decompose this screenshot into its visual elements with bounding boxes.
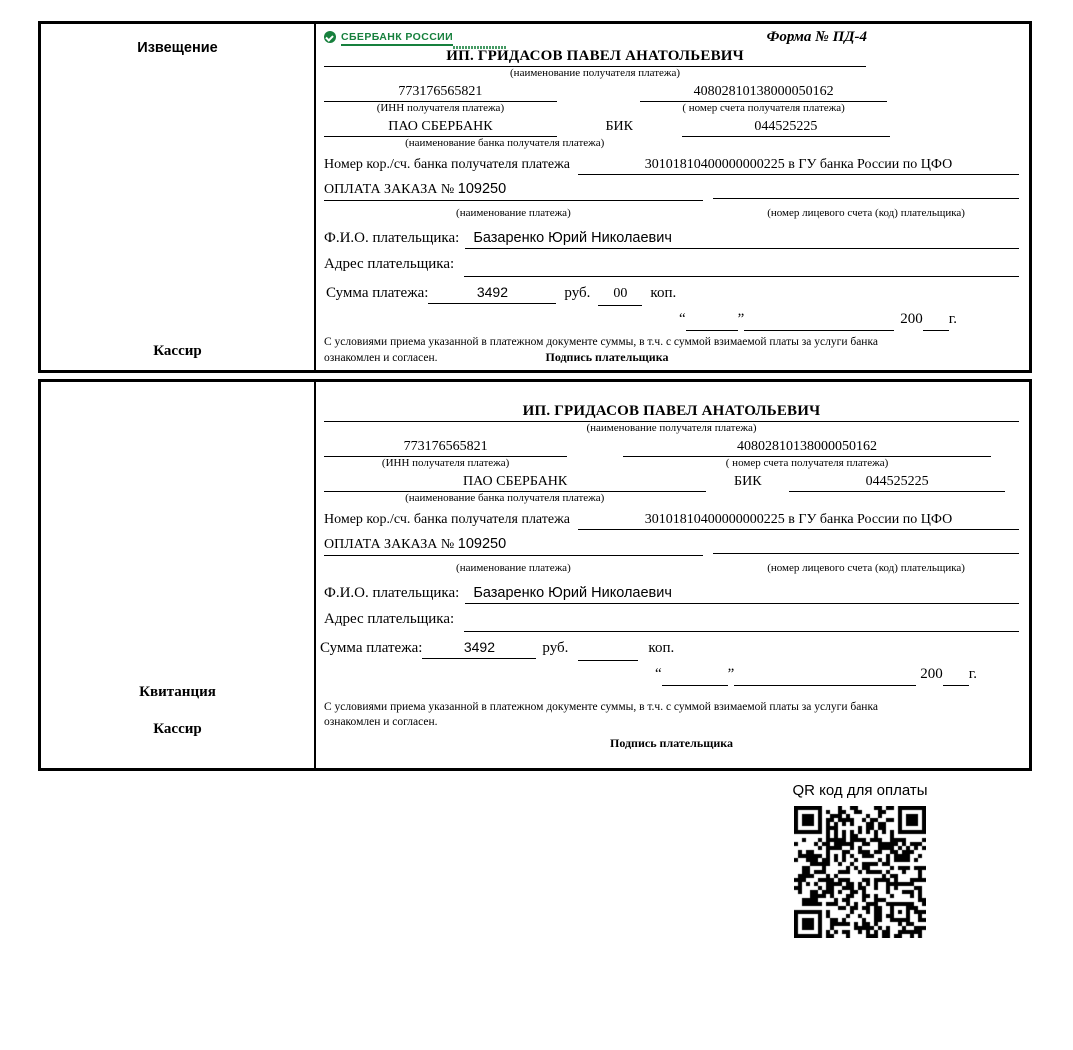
payment-name-title: ОПЛАТА ЗАКАЗА №	[324, 537, 455, 552]
quote-close: ”	[727, 666, 735, 682]
recipient-name-caption: (наименование получателя платежа)	[586, 422, 757, 434]
date-day-blank	[662, 663, 728, 686]
notice-stub	[41, 24, 316, 370]
payer-fio-row	[324, 582, 1019, 604]
payer-code-caption: (номер лицевого счета (код) плательщика)	[767, 207, 965, 219]
corr-account-row	[324, 509, 1019, 531]
sberbank-logo-tagline	[453, 46, 507, 49]
notice-pane	[316, 24, 1029, 370]
year-blank	[943, 663, 969, 686]
payment-name-caption: (наименование платежа)	[456, 207, 571, 219]
year-prefix: 200	[920, 666, 943, 682]
inn-value: 773176565821	[324, 437, 567, 457]
qr-block	[778, 782, 942, 938]
quote-close: ”	[737, 311, 745, 327]
payer-fio-value: Базаренко Юрий Николаевич	[465, 584, 1019, 604]
terms-text	[324, 335, 1019, 366]
year-suffix: г.	[948, 311, 957, 327]
date-row	[324, 308, 957, 331]
payer-address-value	[464, 254, 1019, 277]
bank-bik-row	[324, 117, 1019, 137]
sum-label: Сумма платежа:	[326, 285, 429, 301]
recipient-name-field	[324, 401, 1019, 422]
payer-address-row	[324, 608, 1019, 632]
account-value: 40802810138000050162	[640, 82, 887, 102]
quote-open: “	[678, 311, 686, 327]
kop-label: коп.	[648, 640, 675, 656]
inn-value: 773176565821	[324, 82, 557, 102]
sberbank-logo-text: СБЕРБАНК РОССИИ	[341, 31, 453, 46]
bank-name-value: ПАО СБЕРБАНК	[324, 472, 706, 492]
payer-code-field	[713, 537, 1019, 554]
sberbank-logo-icon	[324, 31, 336, 43]
inn-account-row	[324, 82, 1019, 102]
sum-kop-value	[578, 638, 638, 661]
signature-label: Подпись плательщика	[545, 350, 669, 364]
date-month-blank	[744, 308, 894, 331]
cashier-label: Кассир	[153, 343, 202, 359]
recipient-name: ИП. ГРИДАСОВ ПАВЕЛ АНАТОЛЬЕВИЧ	[446, 48, 744, 64]
sum-row	[324, 281, 1019, 306]
payer-address-row	[324, 253, 1019, 277]
account-caption: ( номер счета получателя платежа)	[682, 102, 845, 114]
payer-address-label: Адрес плательщика:	[324, 256, 455, 272]
order-number: 109250	[457, 181, 507, 197]
account-value: 40802810138000050162	[623, 437, 991, 457]
receipt-stub	[41, 382, 316, 768]
sum-label: Сумма платежа:	[320, 640, 423, 656]
payer-address-value	[464, 609, 1019, 632]
date-month-blank	[734, 663, 916, 686]
date-row	[324, 663, 977, 686]
terms-line2: ознакомлен и согласен.	[324, 352, 438, 364]
terms-line2: ознакомлен и согласен.	[324, 716, 438, 728]
payer-fio-value: Базаренко Юрий Николаевич	[465, 229, 1019, 249]
payer-fio-row	[324, 227, 1019, 249]
year-blank	[923, 308, 949, 331]
cashier-label: Кассир	[153, 721, 202, 737]
bik-value: 044525225	[789, 472, 1004, 492]
receipt-title: Квитанция	[139, 684, 216, 700]
bik-value: 044525225	[682, 117, 891, 137]
payer-address-label: Адрес плательщика:	[324, 611, 455, 627]
inn-caption: (ИНН получателя платежа)	[376, 102, 505, 114]
inn-account-row	[324, 437, 1019, 457]
year-prefix: 200	[900, 311, 923, 327]
payment-name-title: ОПЛАТА ЗАКАЗА №	[324, 182, 455, 197]
receipt-pane	[316, 382, 1029, 768]
signature-label: Подпись плательщика	[610, 736, 733, 750]
inn-caption: (ИНН получателя платежа)	[381, 457, 510, 469]
date-day-blank	[686, 308, 738, 331]
payment-name-row	[324, 179, 1019, 201]
corr-account-value: 30101810400000000225 в ГУ банка России по ЦФО	[578, 155, 1019, 175]
sberbank-logo	[324, 29, 453, 44]
bank-name-caption: (наименование банка получателя платежа)	[405, 492, 605, 504]
payer-code-field	[713, 182, 1019, 199]
payment-name-caption: (наименование платежа)	[456, 562, 571, 574]
payer-fio-label: Ф.И.О. плательщика:	[324, 585, 460, 601]
corr-account-label: Номер кор./сч. банка получателя платежа	[324, 157, 570, 172]
notice-header-row	[324, 29, 1019, 46]
corr-account-value: 30101810400000000225 в ГУ банка России по ЦФО	[578, 510, 1019, 530]
kop-label: коп.	[650, 285, 677, 301]
bank-bik-row	[324, 472, 1019, 492]
rub-label: руб.	[542, 640, 569, 656]
terms-line1: С условиями приема указанной в платежном документе суммы, в т.ч. с суммой взимаемой платы за услуги банка	[324, 701, 878, 713]
notice-title: Извещение	[137, 40, 218, 56]
corr-account-label: Номер кор./сч. банка получателя платежа	[324, 512, 570, 527]
terms-text	[324, 700, 1019, 751]
recipient-name-field	[324, 46, 866, 67]
bik-label: БИК	[605, 119, 633, 134]
form-number: Форма № ПД-4	[766, 29, 867, 45]
bank-name-caption: (наименование банка получателя платежа)	[405, 137, 605, 149]
recipient-name: ИП. ГРИДАСОВ ПАВЕЛ АНАТОЛЬЕВИЧ	[522, 403, 821, 419]
qr-code	[794, 806, 926, 938]
qr-caption: QR код для оплаты	[792, 782, 928, 799]
quote-open: “	[654, 666, 662, 682]
recipient-name-caption: (наименование получателя платежа)	[510, 67, 681, 79]
bik-label: БИК	[734, 474, 762, 489]
notice-section	[38, 21, 1032, 373]
year-suffix: г.	[968, 666, 977, 682]
payer-code-caption: (номер лицевого счета (код) плательщика)	[767, 562, 965, 574]
account-caption: ( номер счета получателя платежа)	[725, 457, 889, 469]
terms-line1: С условиями приема указанной в платежном документе суммы, в т.ч. с суммой взимаемой платы за услуги банка	[324, 336, 878, 348]
receipt-section	[38, 379, 1032, 771]
sum-rub-value: 3492	[422, 636, 536, 659]
payment-name-row	[324, 534, 1019, 556]
sum-kop-value: 00	[598, 283, 642, 306]
order-number: 109250	[457, 536, 507, 552]
payer-fio-label: Ф.И.О. плательщика:	[324, 230, 460, 246]
sum-row	[320, 636, 1019, 661]
bank-name-value: ПАО СБЕРБАНК	[324, 117, 557, 137]
corr-account-row	[324, 154, 1019, 176]
sum-rub-value: 3492	[428, 281, 556, 304]
rub-label: руб.	[564, 285, 591, 301]
